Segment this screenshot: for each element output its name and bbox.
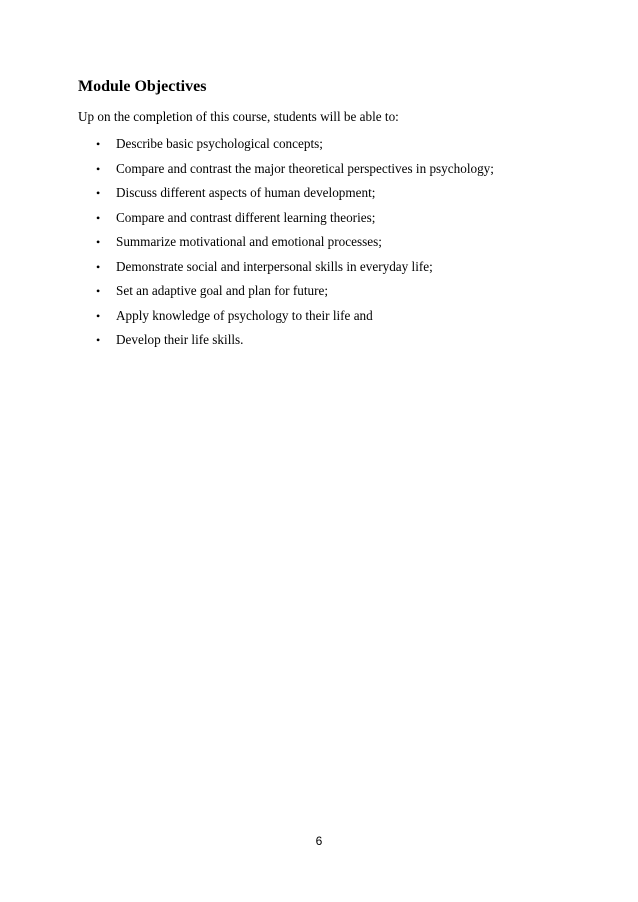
bullet-icon: •: [96, 210, 101, 225]
section-heading: Module Objectives: [78, 78, 207, 95]
objective-text: Develop their life skills.: [116, 332, 244, 347]
bullet-icon: •: [96, 259, 101, 274]
objective-text: Compare and contrast the major theoretical perspectives in psychology;: [116, 160, 494, 176]
objective-text: Discuss different aspects of human development;: [116, 185, 376, 200]
objective-text: Demonstrate social and interpersonal skills in everyday life;: [116, 258, 433, 274]
bullet-icon: •: [96, 333, 101, 347]
objective-text: Compare and contrast different learning theories;: [116, 209, 376, 225]
bullet-icon: •: [96, 137, 101, 151]
objective-text: Apply knowledge of psychology to their life and: [116, 307, 373, 323]
page-number: 6: [315, 834, 323, 848]
intro-paragraph: Up on the completion of this course, students will be able to:: [78, 109, 399, 124]
bullet-icon: •: [96, 186, 101, 200]
bullet-icon: •: [96, 161, 101, 176]
bullet-icon: •: [96, 284, 101, 298]
bullet-icon: •: [96, 235, 101, 249]
objective-text: Summarize motivational and emotional processes;: [116, 234, 382, 249]
bullet-icon: •: [96, 308, 101, 323]
objective-text: Describe basic psychological concepts;: [116, 136, 323, 151]
objective-text: Set an adaptive goal and plan for future;: [116, 283, 329, 298]
